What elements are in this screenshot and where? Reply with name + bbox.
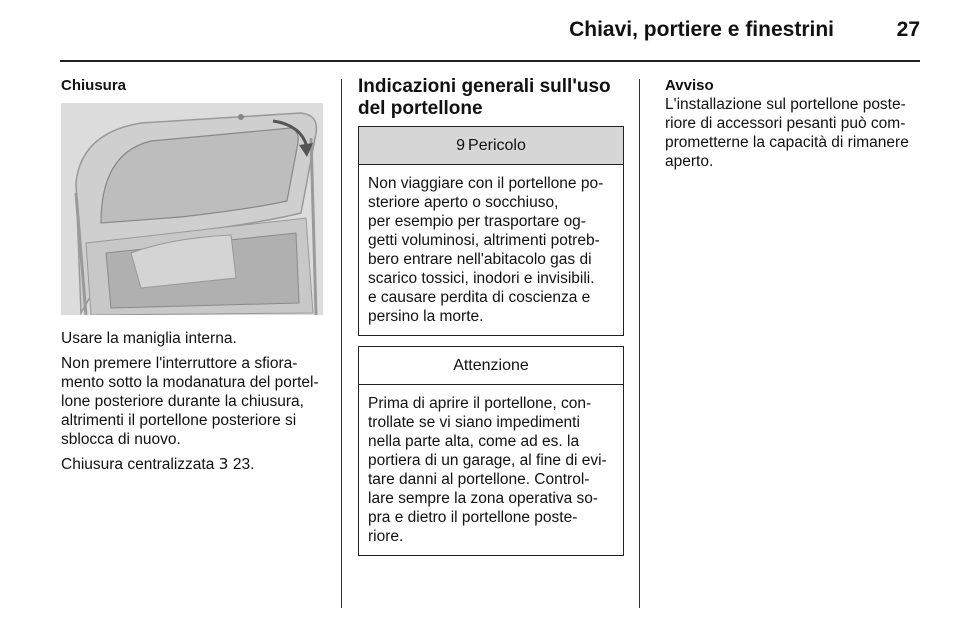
xref-arrow-icon: 3 xyxy=(218,455,229,473)
danger-line: bero entrare nell'abitacolo gas di xyxy=(368,251,592,268)
header-rule xyxy=(60,60,920,62)
column-divider-left xyxy=(341,79,342,608)
page-number: 27 xyxy=(896,18,920,41)
caution-line: portiera di un garage, al fine di evi- xyxy=(368,452,607,469)
running-header-title: Chiavi, portiere e finestrini xyxy=(569,18,834,41)
paragraph-1: Usare la maniglia interna. xyxy=(61,330,237,347)
caution-line: nella parte alta, come ad es. la xyxy=(368,433,580,450)
caution-line: pra e dietro il portellone poste- xyxy=(368,509,578,526)
column-divider-right xyxy=(639,79,640,608)
column-left xyxy=(61,76,329,480)
caution-box xyxy=(358,346,624,556)
xref-text: Chiusura centralizzata xyxy=(61,456,215,473)
danger-line: e causare perdita di coscienza e xyxy=(368,289,591,306)
caution-line: lare sempre la zona operativa so- xyxy=(368,490,599,507)
caution-line: trollate se vi siano impedimenti xyxy=(368,414,580,431)
caution-line: riore. xyxy=(368,528,404,545)
notice-label: Avviso xyxy=(665,77,714,94)
danger-line: Non viaggiare con il portellone po- xyxy=(368,175,604,192)
paragraph-2: Non premere l'interruttore a sfiora-mento sotto la modanatura del portel-lone posteriore durante la chiusura, altrimenti il portellone posteriore si sblocca di nuovo. xyxy=(61,355,319,448)
notice-line: aperto. xyxy=(665,153,714,170)
warning-triangle-icon: 9 xyxy=(456,137,466,154)
danger-line: getti voluminosi, altrimenti potreb- xyxy=(368,232,600,249)
xref-page: 23. xyxy=(232,456,255,473)
danger-box-body xyxy=(359,165,623,335)
column-right xyxy=(665,76,925,171)
danger-label: Pericolo xyxy=(468,137,526,154)
tailgate-illustration xyxy=(61,103,323,315)
danger-line: scarico tossici, inodori e invisibili. xyxy=(368,270,595,287)
caution-box-header xyxy=(359,347,623,385)
danger-box-header xyxy=(359,127,623,165)
cross-reference xyxy=(61,455,329,474)
notice-line: riore di accessori pesanti può com- xyxy=(665,115,906,132)
danger-line: persino la morte. xyxy=(368,308,484,325)
notice-line: L'installazione sul portellone poste- xyxy=(665,96,906,113)
danger-line: per esempio per trasportare og- xyxy=(368,213,586,230)
caution-box-body xyxy=(359,385,623,555)
caution-line: tare danni al portellone. Control- xyxy=(368,471,590,488)
danger-box xyxy=(358,126,624,336)
section-title: Indicazioni generali sull'uso del portellone xyxy=(358,76,611,119)
section-subheading: Chiusura xyxy=(61,77,127,94)
caution-line: Prima di aprire il portellone, con- xyxy=(368,395,592,412)
notice-line: prometterne la capacità di rimanere xyxy=(665,134,909,151)
caution-label: Attenzione xyxy=(453,357,529,374)
column-middle xyxy=(358,76,624,566)
danger-line: steriore aperto o socchiuso, xyxy=(368,194,559,211)
